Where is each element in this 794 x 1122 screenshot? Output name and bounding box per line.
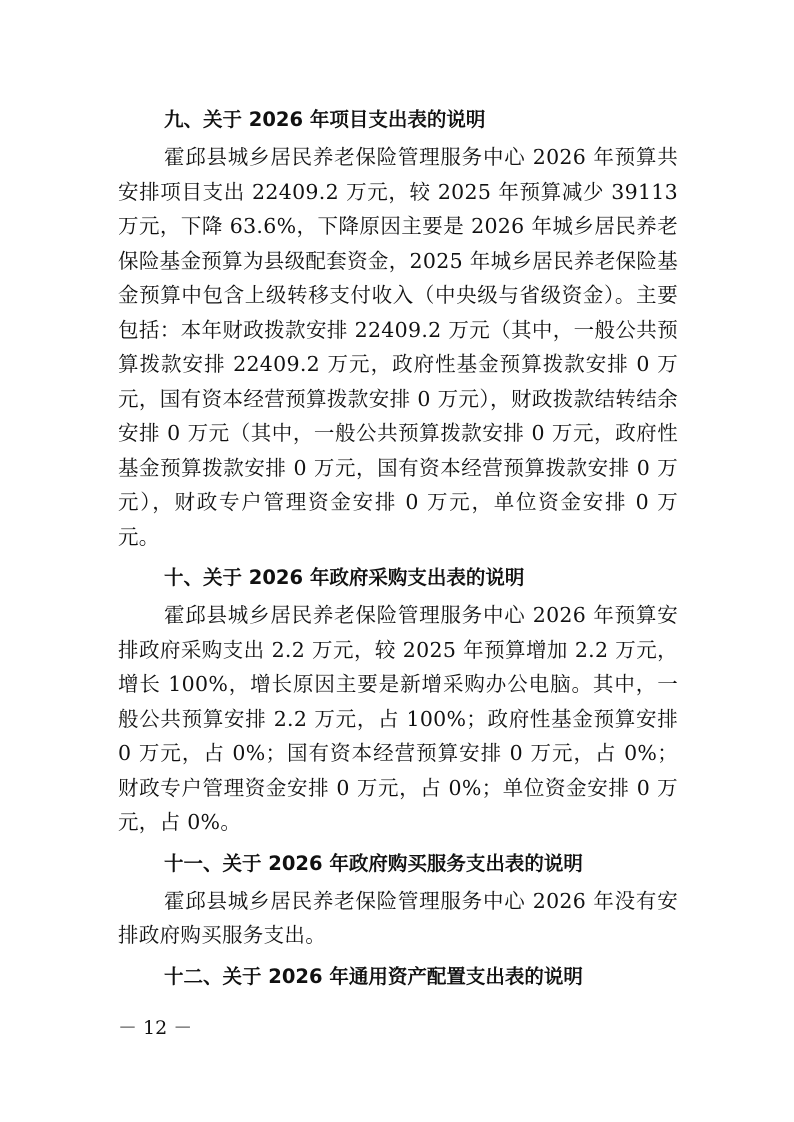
page-number: － 12 － xyxy=(118,1017,193,1039)
section-12-heading: 十二、关于 2026 年通用资产配置支出表的说明 xyxy=(164,964,583,988)
section-10-paragraph: 霍邱县城乡居民养老保险管理服务中心 2026 年预算安排政府采购支出 2.2 万元，较 2025 年预算增加 2.2 万元，增长 100%，增长原因主要是新增采购办公电脑。其中，一般公共预算安排 2.2 万元，占 100%；政府性基金预算安排 0 万元，占 0%；国有资本经营预算安排 0 万元，占 0%；财政专户管理资金安排 0 万元，占 0%；单位资金安排 0 万元，占 0%。 xyxy=(118,603,678,834)
section-11-heading: 十一、关于 2026 年政府购买服务支出表的说明 xyxy=(164,851,583,875)
section-9-paragraph: 霍邱县城乡居民养老保险管理服务中心 2026 年预算共安排项目支出 22409.2 万元，较 2025 年预算减少 39113 万元，下降 63.6%，下降原因主要是 2026 年城乡居民养老保险基金预算为县级配套资金，2025 年城乡居民养老保险基金预算中包含上级转移支付收入（中央级与省级资金）。主要包括：本年财政拨款安排 22409.2 万元（其中，一般公共预算拨款安排 22409.2 万元，政府性基金预算拨款安排 0 万元，国有资本经营预算拨款安排 0 万元），财政拨款结转结余安排 0 万元（其中，一般公共预算拨款安排 0 万元，政府性基金预算拨款安排 0 万元，国有资本经营预算拨款安排 0 万元），财政专户管理资金安排 0 万元，单位资金安排 0 万元。 xyxy=(118,145,678,549)
document-body xyxy=(118,100,678,997)
section-9-heading: 九、关于 2026 年项目支出表的说明 xyxy=(164,108,486,131)
section-10-heading: 十、关于 2026 年政府采购支出表的说明 xyxy=(164,566,525,589)
section-11-paragraph: 霍邱县城乡居民养老保险管理服务中心 2026 年没有安排政府购买服务支出。 xyxy=(118,888,678,947)
